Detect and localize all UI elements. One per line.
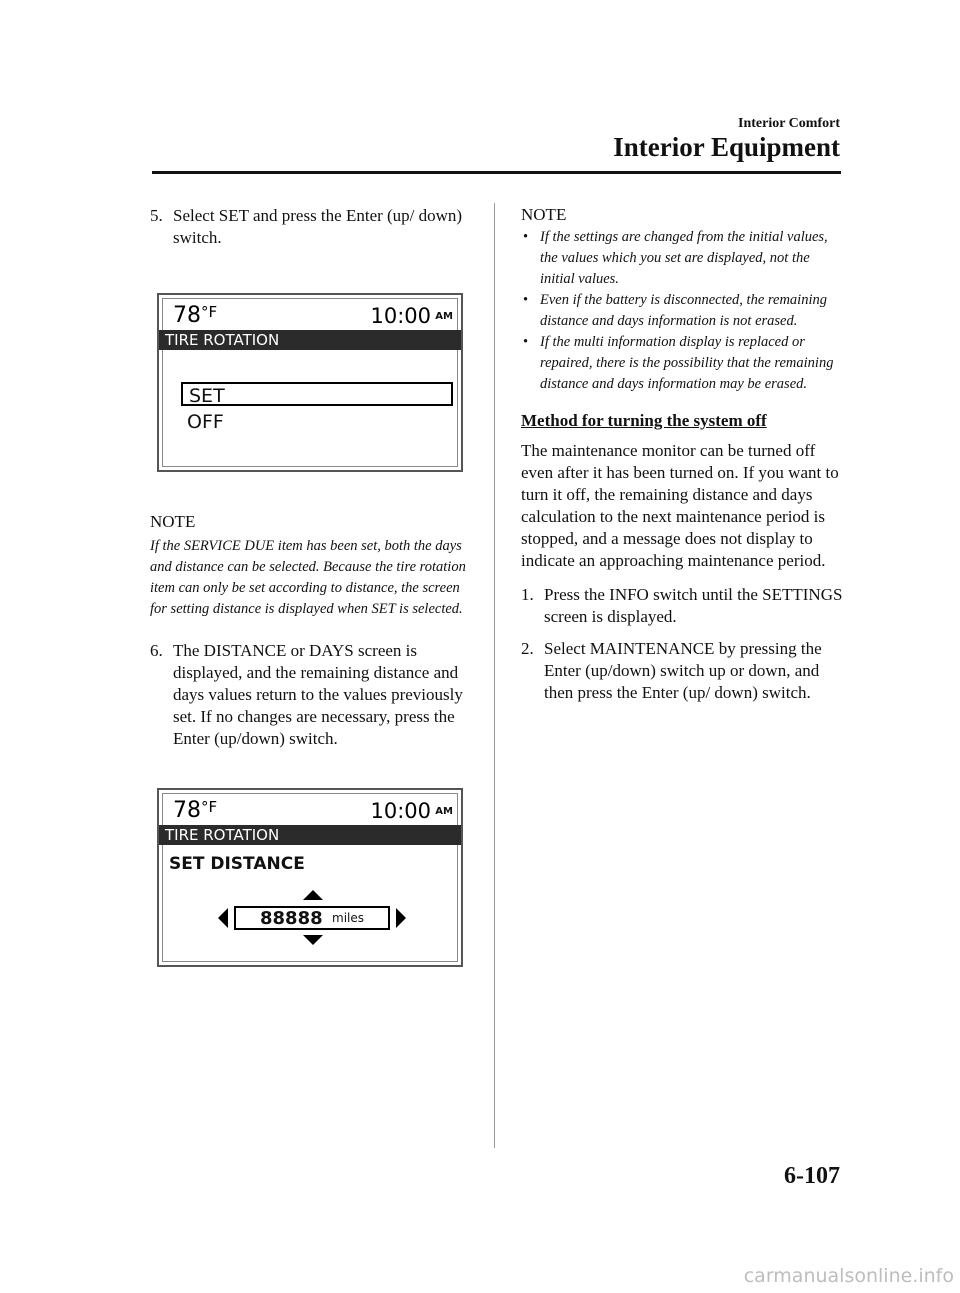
- set-distance-heading: SET DISTANCE: [169, 854, 305, 874]
- option-off: OFF: [187, 411, 224, 433]
- step-text: The DISTANCE or DAYS screen is displayed, and the remaining distance and days values return to the values previously set. If no changes are necessary, press the Enter (up/down) switch.: [173, 641, 463, 748]
- option-set-selected: SET: [181, 382, 453, 406]
- screen-title-bar: TIRE ROTATION: [159, 825, 461, 845]
- note-text: If the SERVICE DUE item has been set, both the days and distance can be selected. Because the tire rotation item can only be set according to distance, the screen for setting distance is displayed when SET is selected.: [150, 538, 466, 617]
- right-column: [521, 205, 843, 704]
- temperature-readout: [173, 303, 217, 328]
- section-label: Interior Comfort: [738, 116, 840, 131]
- step-6: [150, 640, 480, 750]
- step-1: [521, 584, 843, 628]
- temperature-readout: [173, 798, 217, 823]
- arrow-up-icon: [303, 890, 323, 900]
- page-number: 6-107: [784, 1163, 840, 1189]
- distance-value: 88888: [260, 908, 323, 929]
- column-divider: [494, 203, 495, 1148]
- temperature-value: 78: [173, 303, 201, 328]
- distance-value-box: [234, 906, 390, 930]
- page-title: Interior Equipment: [613, 132, 840, 162]
- screen-frame: [162, 298, 458, 467]
- note-bullet-3: • If the multi information display is replaced or repaired, there is the possibility that the remaining distance and days information may be erased.: [523, 334, 834, 392]
- section-subheading: Method for turning the system off: [521, 411, 767, 430]
- screen-frame: [162, 793, 458, 962]
- note-title: NOTE: [150, 512, 196, 531]
- step-text: Select SET and press the Enter (up/ down) switch.: [173, 206, 463, 247]
- bullet-icon: •: [523, 229, 529, 245]
- step-text: Press the INFO switch until the SETTINGS screen is displayed.: [544, 585, 843, 626]
- arrow-right-icon: [396, 908, 406, 928]
- body-paragraph: The maintenance monitor can be turned off even after it has been turned on. If you want to turn it off, the remaining distance and days calculation to the next maintenance period is stopped, and a message does not display to indicate an approaching maintenance period.: [521, 441, 839, 570]
- note-title: NOTE: [521, 205, 567, 224]
- display-screen-set-off: [157, 293, 463, 472]
- step-2: [521, 638, 843, 704]
- arrow-down-icon: [303, 935, 323, 945]
- note-bullet-1: • If the settings are changed from the initial values, the values which you set are displayed, not the initial values.: [523, 229, 828, 287]
- temperature-value: 78: [173, 798, 201, 823]
- display-screen-set-distance: [157, 788, 463, 967]
- watermark: carmanualsonline.info: [743, 1265, 954, 1287]
- header-rule: [152, 171, 841, 174]
- screen-title-bar: TIRE ROTATION: [159, 330, 461, 350]
- clock-time: 10:00: [370, 304, 431, 328]
- bullet-icon: •: [523, 292, 529, 308]
- left-column: [150, 205, 480, 967]
- step-number: 5.: [150, 206, 163, 225]
- step-5: [150, 205, 480, 249]
- step-number: 2.: [521, 639, 534, 658]
- clock-ampm: AM: [435, 806, 453, 817]
- note-bullet-2: • Even if the battery is disconnected, the remaining distance and days information is not erased.: [523, 292, 827, 329]
- temperature-unit: °F: [201, 303, 218, 321]
- arrow-left-icon: [218, 908, 228, 928]
- clock-time: 10:00: [370, 799, 431, 823]
- bullet-icon: •: [523, 334, 529, 350]
- step-number: 1.: [521, 585, 534, 604]
- step-text: Select MAINTENANCE by pressing the Enter (up/down) switch up or down, and then press the Enter (up/ down) switch.: [544, 639, 822, 702]
- distance-unit: miles: [332, 911, 364, 925]
- step-number: 6.: [150, 641, 163, 660]
- clock-ampm: AM: [435, 311, 453, 322]
- temperature-unit: °F: [201, 798, 218, 816]
